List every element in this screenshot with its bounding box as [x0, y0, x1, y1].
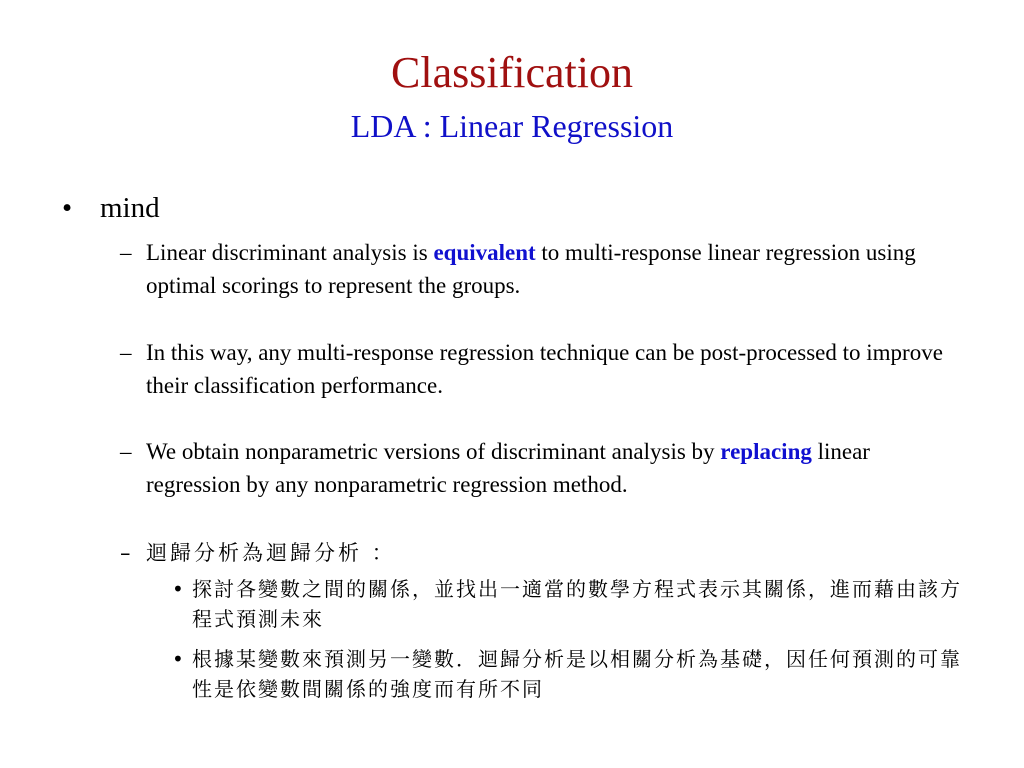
bullet-label: mind [100, 192, 160, 224]
slide-subtitle: LDA : Linear Regression [350, 108, 674, 144]
dash-marker: – [120, 240, 132, 265]
dash-marker: – [120, 340, 132, 365]
highlight-equivalent: equivalent [433, 240, 536, 265]
point-text [146, 435, 946, 501]
cjk-item-text: 探討各變數之間的關係，並找出一適當的數學方程式表示其關係，進而藉由該方程式預測未來 [192, 577, 962, 631]
slide-title: Classification [391, 48, 633, 97]
cjk-item-text: 根據某變數來預測另一變數．迴歸分析是以相關分析為基礎，因任何預測的可靠性是依變數間關係的強度而有所不同 [192, 647, 962, 701]
bullet-dot: • [62, 192, 73, 224]
point-text-end: linear regression by any nonparametric regression method. [146, 439, 870, 497]
point-text [146, 336, 946, 402]
bullet-dot: • [172, 647, 186, 671]
point-text-start: We obtain nonparametric versions of discriminant analysis by [146, 439, 721, 464]
point-text-end: to multi-response linear regression using optimal scorings to represent the groups. [146, 240, 916, 298]
point-text-start: In this way, any multi-response regression technique can be post-processed to improve their classification performance. [146, 340, 943, 398]
bullet-dot: • [172, 577, 186, 601]
cjk-heading-text: 迴歸分析為迴歸分析 ： [146, 541, 396, 565]
point-text [146, 236, 946, 302]
dash-marker: – [120, 541, 134, 565]
dash-marker: – [120, 439, 132, 464]
highlight-replacing: replacing [720, 439, 812, 464]
point-text-start: Linear discriminant analysis is [146, 240, 434, 265]
